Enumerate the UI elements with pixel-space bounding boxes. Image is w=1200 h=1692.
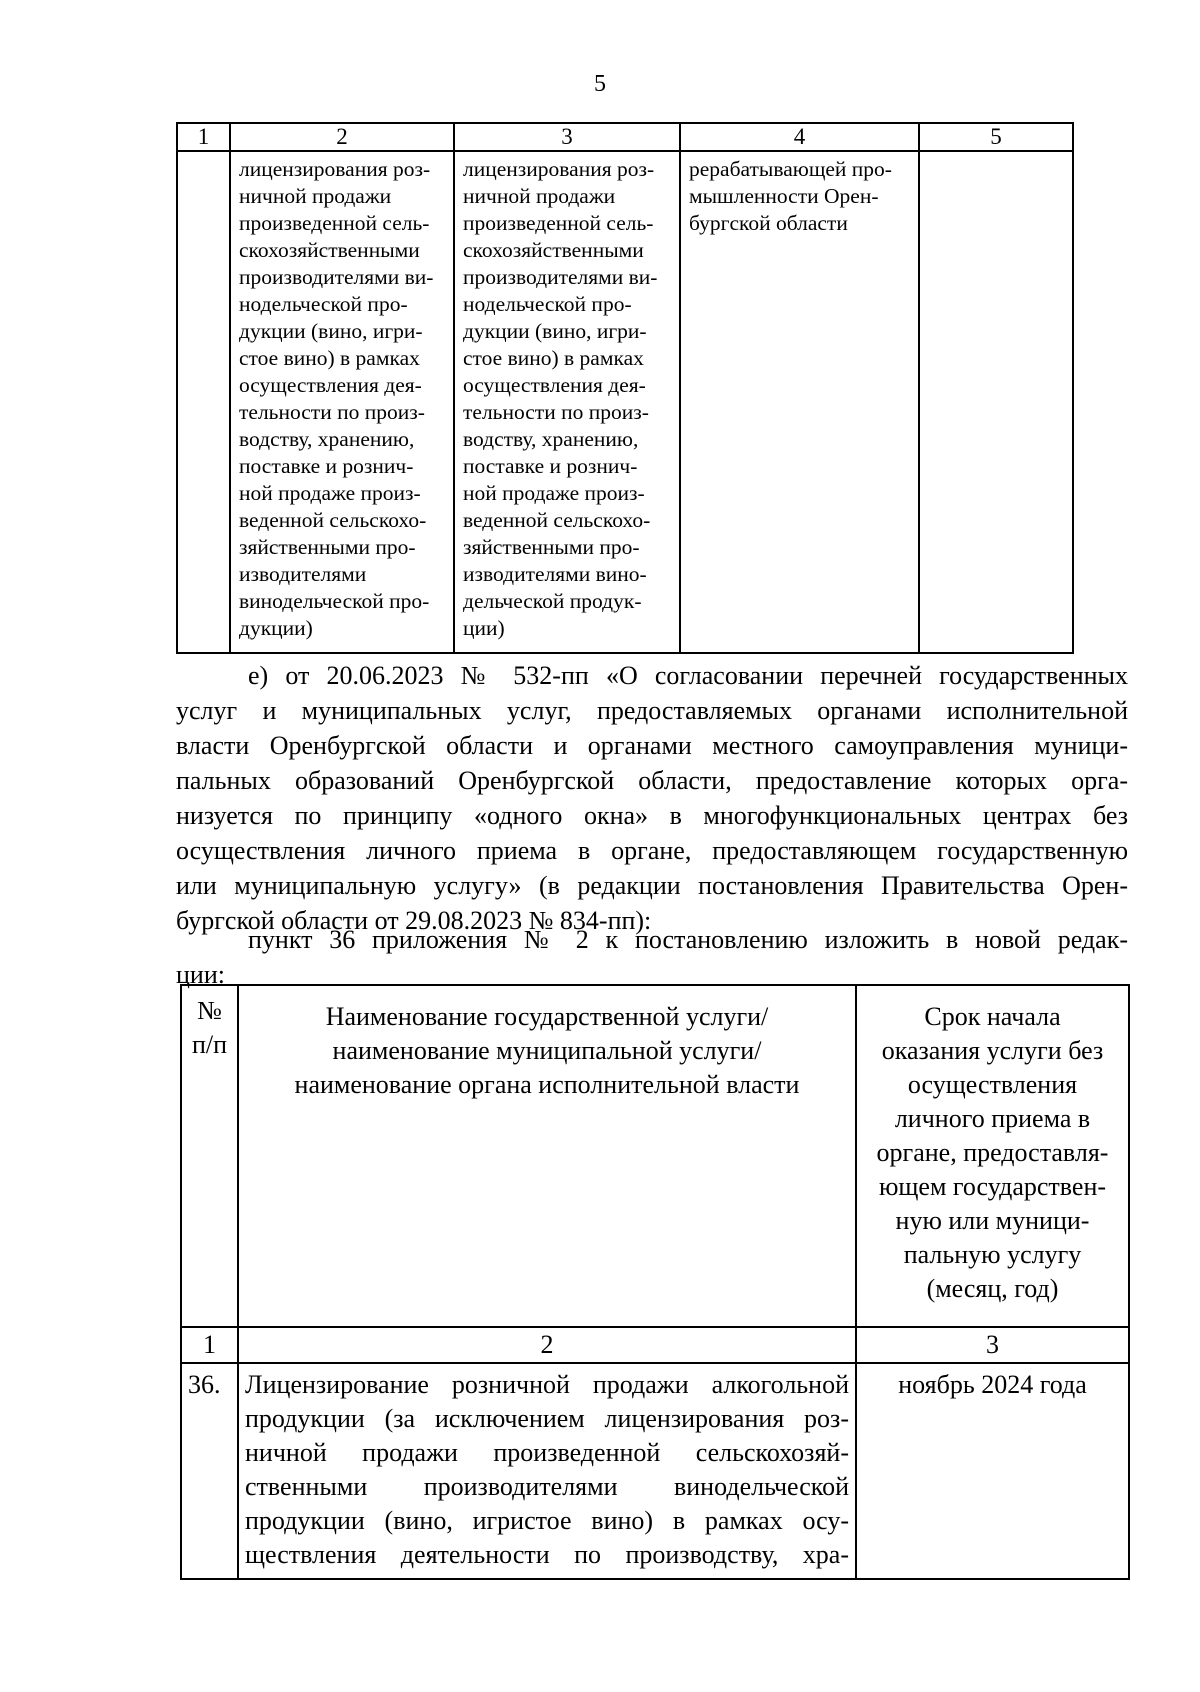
cell-col2 [230,151,454,653]
header-number [181,985,238,1327]
cell-line: дукции (вино, игри- [239,319,423,343]
column-numbers-row [181,1327,1129,1363]
header-line: ющем государствен- [878,1172,1107,1201]
table-header-row [181,985,1129,1327]
header-line: Наименование государственной услуги/ [325,1002,769,1031]
page-number: 5 [594,71,606,97]
table-row [177,151,1073,653]
col-number-1: 1 [177,123,230,151]
cell-line: ничной продажи [463,184,616,208]
cell-line: дукции) [239,616,313,640]
cell-line: ной продаже произ- [463,481,645,505]
cell-line: мышленности Орен- [689,184,879,208]
paragraph-line: пальных образований Оренбургской области, предоставление которых орга- [176,766,1128,795]
header-line: п/п [191,1030,228,1059]
paragraph-line: бургской области от 29.08.2023 № 834-пп): [176,906,652,935]
cell-line: произведенной сель- [463,211,654,235]
cell-line: стое вино) в рамках [239,346,420,370]
col-number-2: 2 [230,123,454,151]
cell-line: бургской области [689,211,848,235]
cell-line: лицензирования роз- [239,157,431,181]
header-line: личного приема в [894,1104,1091,1133]
row-number: 36. [181,1363,238,1579]
cell-col5 [919,151,1073,653]
cell-line: осуществления дея- [239,373,422,397]
paragraph-line: пункт 36 приложения № 2 к постановлению изложить в новой редак- [248,925,1128,954]
header-line: осуществления [907,1070,1078,1099]
cell-line: винодельческой про- [239,589,430,613]
cell-line: зяйственными про- [239,535,416,559]
cell-line: водству, хранению, [463,427,639,451]
col-number-3: 3 [856,1327,1129,1363]
cell-line: рерабатывающей про- [689,157,892,181]
cell-col3 [454,151,680,653]
continuation-table [176,122,1074,654]
services-table [180,984,1130,1580]
header-line: № [197,996,222,1025]
cell-line: Лицензирование розничной продажи алкогольной [245,1370,849,1399]
table-header-row [177,123,1073,151]
paragraph-line: низуется по принципу «одного окна» в многофункциональных центрах без [176,801,1128,830]
cell-line: скохозяйственными [463,238,644,262]
cell-line: произведенной сель- [239,211,430,235]
cell-line: поставке и рознич- [463,454,638,478]
amendment-paragraph [176,658,1128,938]
cell-line: тельности по произ- [463,400,649,424]
cell-line: производителями ви- [239,265,434,289]
cell-line: ственными производителями винодельческой [245,1472,849,1501]
paragraph-line: услуг и муниципальных услуг, предоставляемых органами исполнительной [176,696,1128,725]
header-line: оказания услуги без [881,1036,1104,1065]
cell-line: стое вино) в рамках [463,346,644,370]
cell-line: лицензирования роз- [463,157,655,181]
header-start-term [856,985,1129,1327]
header-line: (месяц, год) [926,1274,1059,1303]
header-line: наименование органа исполнительной власти [294,1070,800,1099]
paragraph-line: ции: [176,960,225,989]
cell-line: изводителями вино- [463,562,647,586]
cell-line: тельности по произ- [239,400,425,424]
cell-line: изводителями [239,562,367,586]
cell-line: ничной продажи [239,184,392,208]
cell-line: поставке и рознич- [239,454,414,478]
cell-line: продукции (за исключением лицензирования роз- [245,1404,849,1433]
cell-line: нодельческой про- [463,292,632,316]
cell-line: производителями ви- [463,265,658,289]
paragraph-line: е) от 20.06.2023 № 532-пп «О согласовании перечней государственных [248,661,1128,690]
cell-line: осуществления дея- [463,373,646,397]
cell-line: ции) [463,616,505,640]
cell-col4 [680,151,919,653]
cell-line: нодельческой про- [239,292,408,316]
cell-line: дукции (вино, игри- [463,319,647,343]
col-number-4: 4 [680,123,919,151]
start-term-cell: ноябрь 2024 года [856,1363,1129,1579]
cell-line: зяйственными про- [463,535,640,559]
cell-line: ной продаже произ- [239,481,421,505]
header-line: ную или муници- [895,1206,1090,1235]
cell-line: веденной сельскохо- [239,508,427,532]
instruction-paragraph [176,922,1128,992]
paragraph-line: власти Оренбургской области и органами местного самоуправления муници- [176,731,1128,760]
paragraph-line: или муниципальную услугу» (в редакции постановления Правительства Орен- [176,871,1128,900]
cell-line: водству, хранению, [239,427,415,451]
header-line: пальную услугу [903,1240,1082,1269]
header-service-name [238,985,856,1327]
table-row [181,1363,1129,1579]
service-name-cell [238,1363,856,1579]
col-number-5: 5 [919,123,1073,151]
header-line: органе, предоставля- [876,1138,1109,1167]
col-number-1: 1 [181,1327,238,1363]
header-line: наименование муниципальной услуги/ [332,1036,762,1065]
col-number-2: 2 [238,1327,856,1363]
cell-line: ществления деятельности по производству, хра- [245,1540,849,1569]
cell-line: продукции (вино, игристое вино) в рамках осу- [245,1506,849,1535]
cell-line: дельческой продук- [463,589,642,613]
cell-line: ничной продажи произведенной сельскохозяй- [245,1438,849,1467]
paragraph-line: осуществления личного приема в органе, предоставляющем государственную [176,836,1128,865]
cell-col1 [177,151,230,653]
header-line: Срок начала [924,1002,1061,1031]
col-number-3: 3 [454,123,680,151]
cell-line: скохозяйственными [239,238,420,262]
cell-line: веденной сельскохо- [463,508,651,532]
